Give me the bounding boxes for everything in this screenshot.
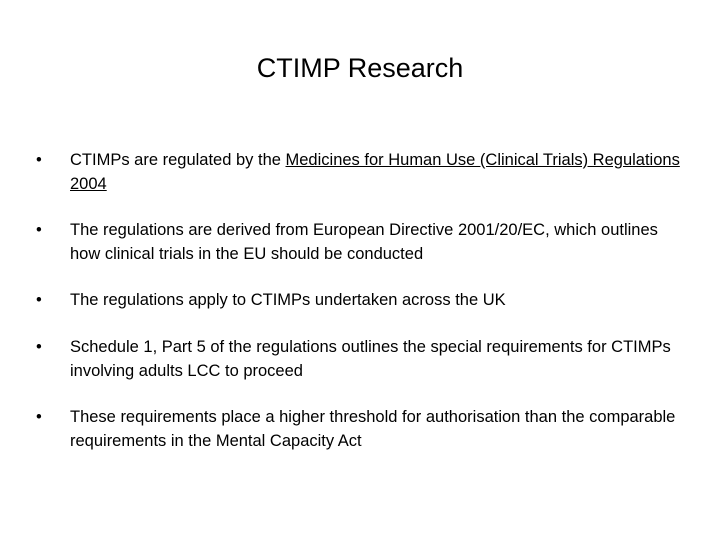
bullet-text (70, 148, 686, 196)
slide-title: CTIMP Research (256, 53, 464, 83)
bullet-text: The regulations apply to CTIMPs undertaken across the UK (70, 291, 506, 309)
bullet-item (36, 148, 686, 196)
bullet-text: The regulations are derived from European Directive 2001/20/EC, which outlines how clinical trials in the EU should be conducted (70, 221, 658, 263)
bullet-icon: • (36, 151, 42, 169)
regulations-link[interactable]: Medicines for Human Use (Clinical Trials) Regulations 2004 (70, 151, 680, 193)
bullet-item (36, 218, 686, 266)
bullet-item (36, 335, 686, 383)
bullet-text: Schedule 1, Part 5 of the regulations outlines the special requirements for CTIMPs involving adults LCC to proceed (70, 338, 671, 380)
bullet-icon: • (36, 338, 42, 356)
bullet-icon: • (36, 408, 42, 426)
bullet-icon: • (36, 221, 42, 239)
bullet-item (36, 405, 686, 453)
bullet-item (36, 288, 686, 312)
bullet-icon: • (36, 291, 42, 309)
bullet-text: These requirements place a higher threshold for authorisation than the comparable requirements in the Mental Capacity Act (70, 408, 676, 450)
bullet-text-prefix: CTIMPs are regulated by the (70, 151, 286, 169)
